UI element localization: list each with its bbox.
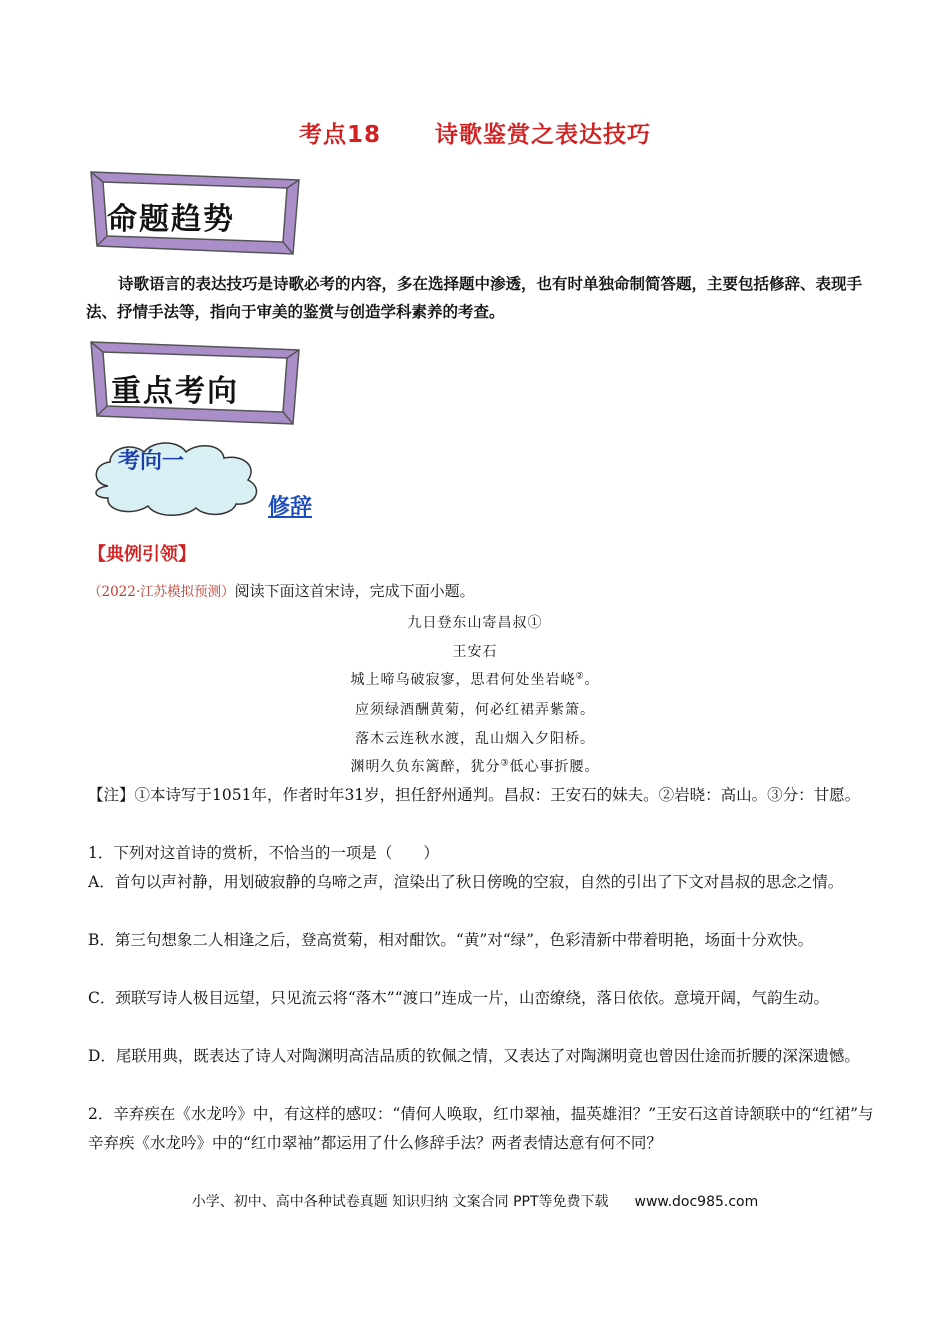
title-code: 考点18: [298, 122, 381, 148]
question-1-option-b: B．第三句想象二人相逢之后，登高赏菊，相对酣饮。“黄”对“绿”，色彩清新中带着明艳，场面十分欢快。: [88, 931, 814, 949]
poem-line-4: [0, 756, 950, 776]
poem-line-4-end: 低心事折腰。: [509, 759, 600, 775]
note-mark-2: ②: [575, 671, 585, 682]
note-mark-3: ③: [500, 758, 510, 769]
poem-line-4-text: 渊明久负东篱醉，犹分: [350, 759, 501, 775]
banner-focus-label: 重点考向: [111, 374, 239, 409]
poem-line-1-text: 城上啼乌破寂寥，思君何处坐岩峣: [350, 672, 576, 688]
poem-title: 九日登东山寄昌叔①: [407, 615, 543, 631]
direction-label: 考向一: [118, 449, 185, 474]
question-1-option-d: D．尾联用典，既表达了诗人对陶渊明高洁品质的钦佩之情，又表达了对陶渊明竟也曾因仕途而折腰的深深遗憾。: [88, 1047, 860, 1065]
banner-trend: [85, 166, 307, 260]
footer: [0, 1191, 950, 1211]
title-name: 诗歌鉴赏之表达技巧: [435, 122, 651, 148]
intro-paragraph: 诗歌语言的表达技巧是诗歌必考的内容，多在选择题中渗透，也有时单独命制简答题，主要包括修辞、表现手法、抒情手法等，指向于审美的鉴赏与创造学科素养的考查。: [86, 275, 863, 321]
poem-line-3: 落木云连秋水渡，乱山烟入夕阳桥。: [355, 731, 595, 747]
question-1-option-a: A．首句以声衬静，用划破寂静的乌啼之声，渲染出了秋日傍晚的空寂，自然的引出了下文对昌叔的思念之情。: [88, 873, 844, 891]
source-line: [88, 580, 475, 601]
page-title: [0, 116, 950, 149]
poem-author: 王安石: [452, 644, 498, 660]
question-1-stem: 1．下列对这首诗的赏析，不恰当的一项是（ ）: [88, 844, 439, 862]
poem-line-1-end: 。: [584, 672, 600, 688]
question-1-option-c: C．颈联写诗人极目远望，只见流云将“落木”“渡口”连成一片，山峦缭绕，落日依依。意境开阔，气韵生动。: [88, 989, 830, 1007]
footer-text: 小学、初中、高中各种试卷真题 知识归纳 文案合同 PPT等免费下载: [191, 1194, 609, 1210]
source-instruction: 阅读下面这首宋诗，完成下面小题。: [234, 582, 475, 600]
source-tag: （2022·江苏模拟预测）: [88, 584, 235, 600]
poem-line-1: [0, 669, 950, 689]
topic-link[interactable]: 修辞: [268, 495, 313, 520]
banner-trend-label: 命题趋势: [107, 202, 235, 237]
question-2: 2．辛弃疾在《水龙吟》中，有这样的感叹：“倩何人唤取，红巾翠袖，揾英雄泪？”王安石这首诗颔联中的“红裙”与辛弃疾《水龙吟》中的“红巾翠袖”都运用了什么修辞手法？两者表情达意有何不同？: [88, 1105, 874, 1152]
poem-line-2: 应须绿酒酬黄菊，何必红裙弄紫箫。: [355, 702, 595, 718]
footer-site-link[interactable]: www.doc985.com: [634, 1194, 759, 1210]
example-heading: 【典例引领】: [88, 544, 196, 565]
poem-note: 【注】①本诗写于1051年，作者时年31岁，担任舒州通判。昌叔：王安石的妹夫。②岩晓：高山。③分：甘愿。: [88, 786, 861, 804]
banner-focus: [85, 336, 307, 430]
